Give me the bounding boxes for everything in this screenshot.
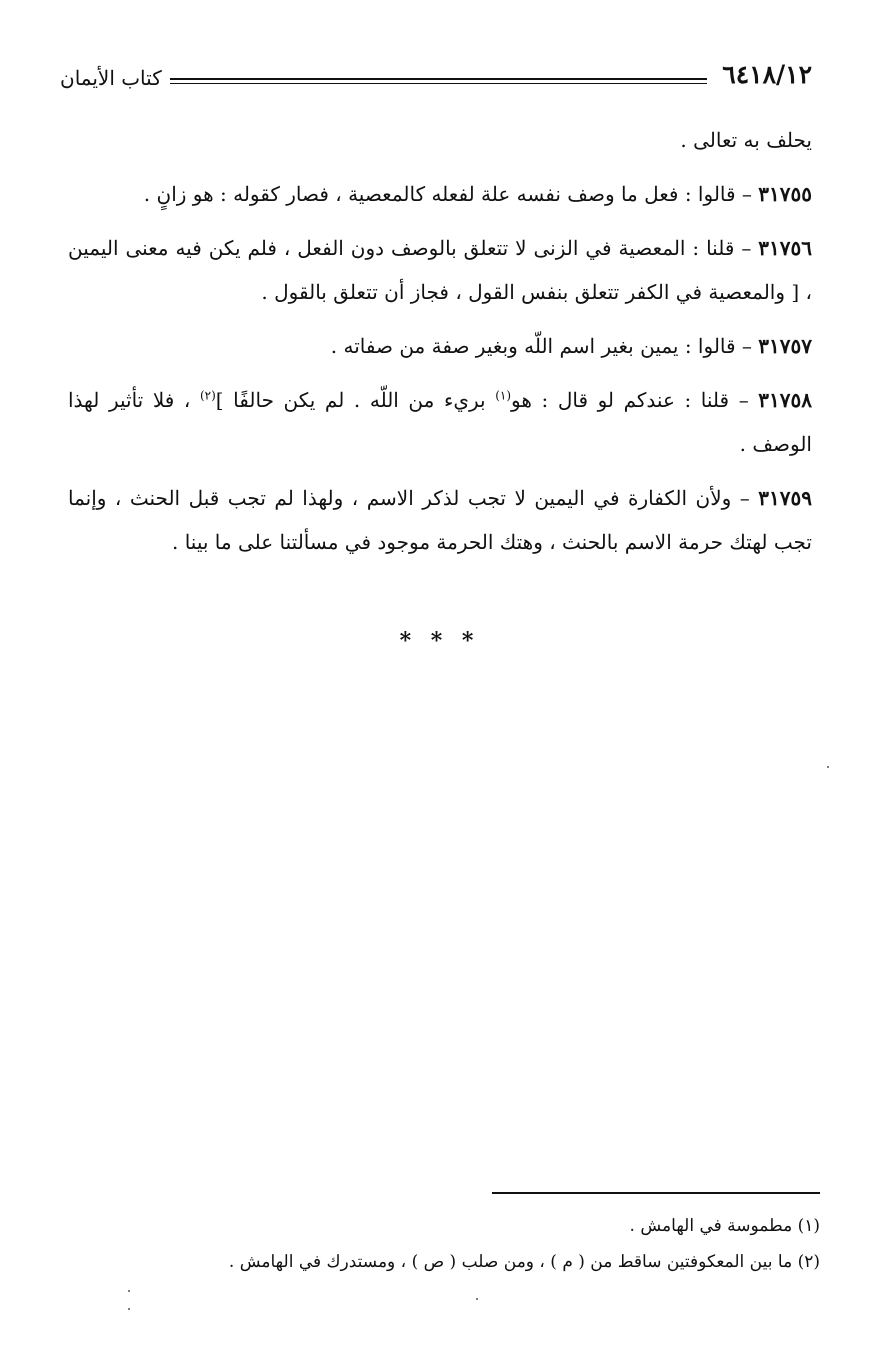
paragraph-text: – قلنا : عندكم لو قال : هو: [511, 388, 759, 412]
paragraph-text: – ولأن الكفارة في اليمين لا تجب لذكر الاسم ، ولهذا لم تجب قبل الحنث ، وإنما تجب لهتك حرمة الاسم بالحنث ، وهتك الحرمة موجود في مسألتنا على ما بينا .: [68, 486, 812, 554]
paragraph-31755: [68, 172, 812, 216]
footnote-ref-2: (٢): [199, 388, 216, 403]
footnotes: [68, 1208, 820, 1280]
footnote-1: (١) مطموسة في الهامش .: [629, 1216, 820, 1236]
scan-speck: [476, 1298, 478, 1300]
footnote-rule: [492, 1192, 820, 1194]
paragraph-31758: [68, 378, 812, 466]
scan-speck: [128, 1308, 130, 1310]
scan-speck: [827, 766, 829, 768]
paragraph-number: ٣١٧٥٧: [758, 334, 812, 358]
paragraph-text: بريء من اللّه . لم يكن حالفًا ]: [215, 388, 496, 412]
paragraph-text: – قلنا : المعصية في الزنى لا تتعلق بالوصف دون الفعل ، فلم يكن فيه معنى اليمين ، [ والمعصية في الكفر تتعلق بنفس القول ، فجاز أن تتعلق بالقول .: [68, 236, 812, 304]
scan-speck: [128, 1290, 130, 1292]
paragraph-31756: [68, 226, 812, 314]
paragraph-31759: [68, 476, 812, 564]
paragraph-number: ٣١٧٥٨: [758, 388, 812, 412]
header-rule: [170, 78, 707, 84]
paragraph-number: ٣١٧٥٥: [758, 182, 812, 206]
footnote-2: (٢) ما بين المعكوفتين ساقط من ( م ) ، ومن صلب ( ص ) ، ومستدرك في الهامش .: [228, 1252, 820, 1272]
book-title: كتاب الأيمان: [60, 66, 162, 90]
paragraph-text: – قالوا : فعل ما وصف نفسه علة لفعله كالمعصية ، فصار كقوله : هو زانٍ .: [143, 182, 759, 206]
paragraph-text: ، فلا تأثير لهذا الوصف .: [68, 388, 812, 456]
page-header: [60, 58, 812, 98]
page-number: ٦٤١٨/١٢: [722, 60, 812, 89]
footnote-ref-1: (١): [495, 388, 512, 403]
paragraph-continuation: يحلف به تعالى .: [680, 128, 812, 152]
section-separator: * * *: [399, 628, 480, 654]
paragraph-number: ٣١٧٥٩: [758, 486, 812, 510]
paragraph-31757: [68, 324, 812, 368]
main-text: [68, 118, 812, 574]
paragraph-text: – قالوا : يمين بغير اسم اللّه وبغير صفة من صفاته .: [330, 334, 759, 358]
paragraph-number: ٣١٧٥٦: [758, 236, 812, 260]
